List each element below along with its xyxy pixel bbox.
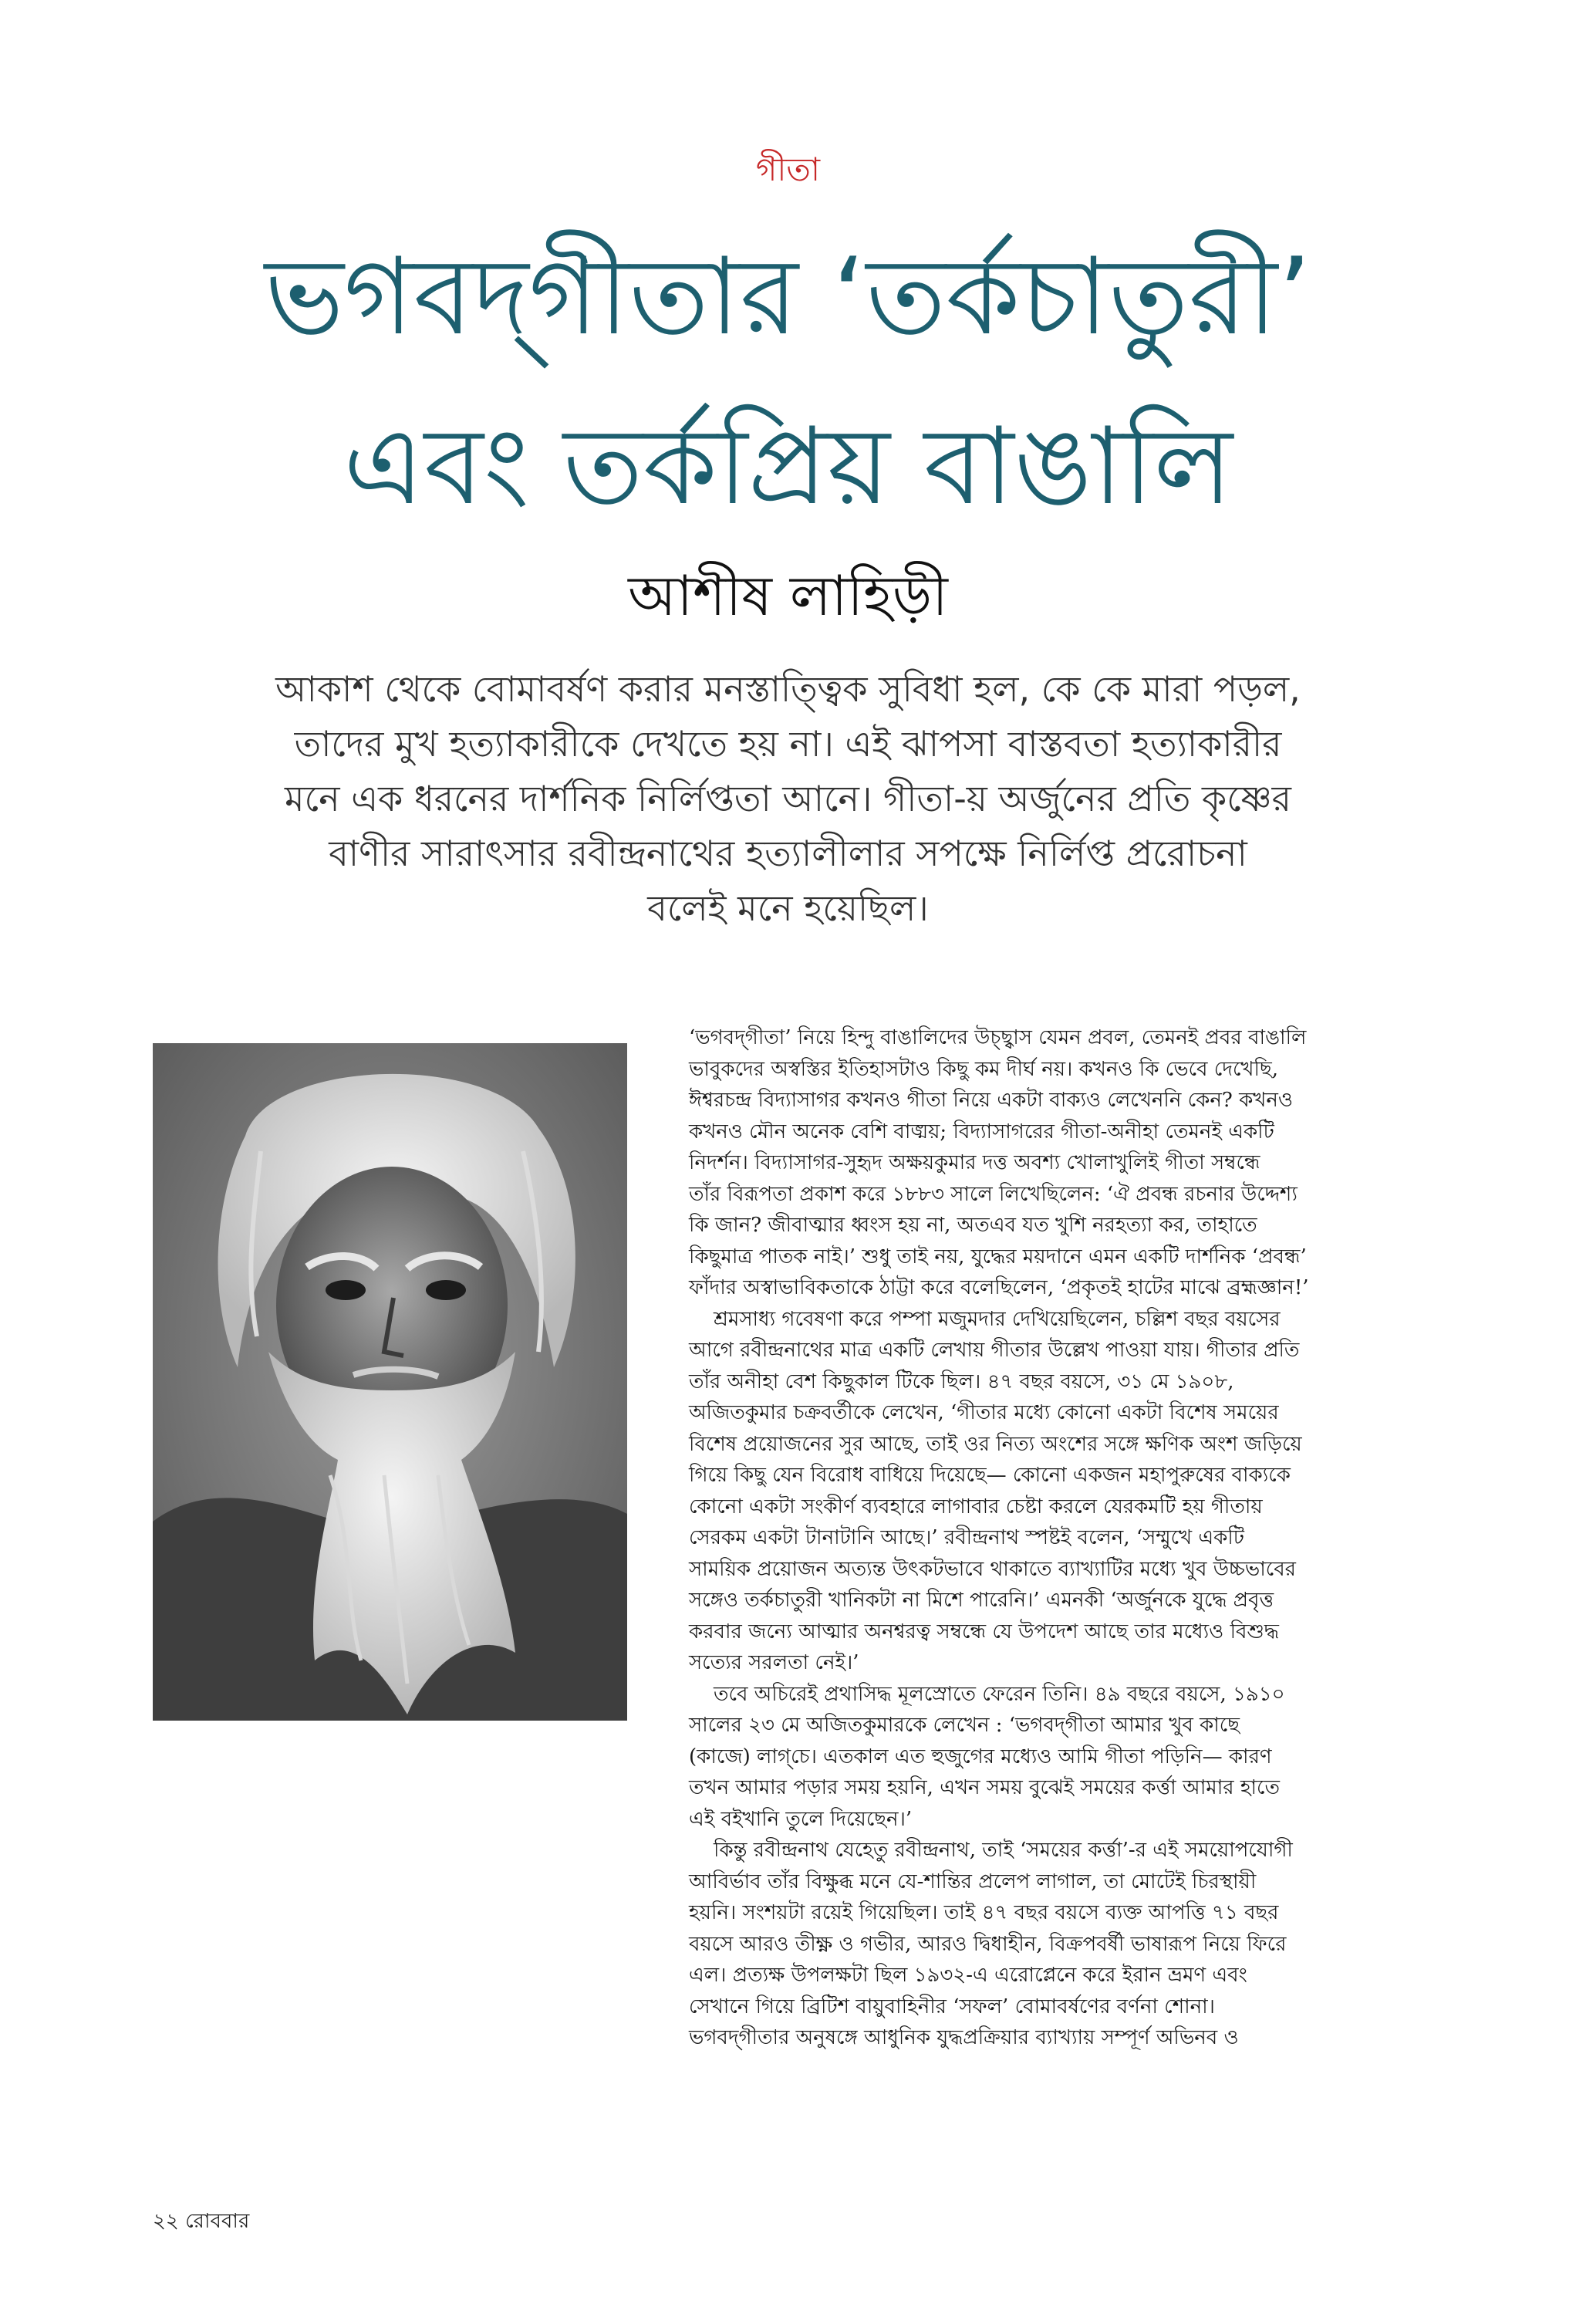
standfirst-line: মনে এক ধরনের দার্শনিক নির্লিপ্ততা আনে। গীতা-য় অর্জুনের প্রতি কৃষ্ণের bbox=[285, 778, 1291, 819]
body-line: সেরকম একটা টানাটানি আছে।’ রবীন্দ্রনাথ স্পষ্টই বলেন, ‘সম্মুখে একটি bbox=[689, 1526, 1244, 1549]
body-line: নিদর্শন। বিদ্যাসাগর-সুহৃদ অক্ষয়কুমার দত্ত অবশ্য খোলাখুলিই গীতা সম্বন্ধে bbox=[689, 1151, 1260, 1174]
body-line: বয়সে আরও তীক্ষ্ণ ও গভীর, আরও দ্বিধাহীন, বিক্রপবর্ষী ভাষারূপ নিয়ে ফিরে bbox=[689, 1932, 1287, 1956]
body-line: ঈশ্বরচন্দ্র বিদ্যাসাগর কখনও গীতা নিয়ে একটা বাক্যও লেখেননি কেন? কখনও bbox=[689, 1089, 1294, 1112]
body-line: এই বইখানি তুলে দিয়েছেন।’ bbox=[689, 1807, 913, 1831]
body-line: গিয়ে কিছু যেন বিরোধ বাধিয়ে দিয়েছে— কোনো একজন মহাপুরুষের বাক্যকে bbox=[689, 1464, 1291, 1487]
body-line: (কাজে) লাগ্‌চে। এতকাল এত হুজুগের মধ্যেও আমি গীতা পড়িনি— কারণ bbox=[689, 1745, 1272, 1768]
standfirst-line: বাণীর সারাৎসার রবীন্দ্রনাথের হত্যালীলার সপক্ষে নির্লিপ্ত প্ররোচনা bbox=[329, 833, 1247, 874]
body-line: আগে রবীন্দ্রনাথের মাত্র একটি লেখায় গীতার উল্লেখ পাওয়া যায়। গীতার প্রতি bbox=[689, 1339, 1300, 1362]
body-line: তাঁর অনীহা বেশ কিছুকাল টিকে ছিল। ৪৭ বছর বয়সে, ৩১ মে ১৯০৮, bbox=[689, 1370, 1234, 1393]
article-body bbox=[689, 1022, 1414, 2054]
portrait-photo bbox=[153, 1043, 627, 1721]
standfirst-line: তাদের মুখ হত্যাকারীকে দেখতে হয় না। এই ঝাপসা বাস্তবতা হত্যাকারীর bbox=[294, 723, 1282, 765]
portrait-illustration bbox=[153, 1043, 627, 1721]
standfirst bbox=[154, 662, 1422, 936]
body-line: শ্রমসাধ্য গবেষণা করে পম্পা মজুমদার দেখিয়েছিলেন, চল্লিশ বছর বয়সের bbox=[714, 1307, 1281, 1331]
body-line: হয়নি। সংশয়টা রয়েই গিয়েছিল। তাই ৪৭ বছর বয়সে ব্যক্ত আপত্তি ৭১ বছর bbox=[689, 1901, 1279, 1924]
body-line: সালের ২৩ মে অজিতকুমারকে লেখেন : ‘ভগবদ্‌গীতা আমার খুব কাছে bbox=[689, 1714, 1240, 1737]
author-byline: আশীষ লাহিড়ী bbox=[628, 563, 948, 628]
body-line: এল। প্রত্যক্ষ উপলক্ষটা ছিল ১৯৩২-এ এরোপ্লেনে করে ইরান ভ্রমণ এবং bbox=[689, 1964, 1247, 1987]
body-line: করবার জন্যে আত্মার অনশ্বরত্ব সম্বন্ধে যে উপদেশ আছে তার মধ্যেও বিশুদ্ধ bbox=[689, 1620, 1279, 1643]
body-line: সাময়িক প্রয়োজন অত্যন্ত উৎকটভাবে থাকাতে ব্যাখ্যাটির মধ্যে খুব উচ্চভাবের bbox=[689, 1557, 1296, 1581]
article-title-line-1: ভগবদ্‌গীতার ‘তর্কচাতুরী’ bbox=[264, 235, 1312, 359]
body-line: সত্যের সরলতা নেই।’ bbox=[689, 1651, 859, 1674]
body-line: ভগবদ্‌গীতার অনুষঙ্গে আধুনিক যুদ্ধপ্রক্রিয়ার ব্যাখ্যায় সম্পূর্ণ অভিনব ও bbox=[689, 2026, 1239, 2049]
body-line: বিশেষ প্রয়োজনের সুর আছে, তাই ওর নিত্য অংশের সঙ্গে ক্ষণিক অংশ জড়িয়ে bbox=[689, 1432, 1302, 1456]
body-line: ফাঁদার অস্বাভাবিকতাকে ঠাট্টা করে বলেছিলেন, ‘প্রকৃতই হাটের মাঝে ব্রহ্মজ্ঞান!’ bbox=[689, 1276, 1309, 1299]
body-line: কি জান? জীবাত্মার ধ্বংস হয় না, অতএব যত খুশি নরহত্যা কর, তাহাতে bbox=[689, 1214, 1257, 1237]
body-line: কোনো একটা সংকীর্ণ ব্যবহারে লাগাবার চেষ্টা করলে যেরকমটি হয় গীতায় bbox=[689, 1495, 1263, 1518]
article-title-line-2: এবং তর্কপ্রিয় বাঙালি bbox=[343, 404, 1233, 529]
body-line: তবে অচিরেই প্রথাসিদ্ধ মূলস্রোতে ফেরেন তিনি। ৪৯ বছরে বয়সে, ১৯১০ bbox=[714, 1682, 1285, 1706]
body-line: কখনও মৌন অনেক বেশি বাঙ্ময়; বিদ্যাসাগরের গীতা-অনীহা তেমনই একটি bbox=[689, 1120, 1274, 1143]
page-folio: ২২ রোববার bbox=[153, 2210, 250, 2233]
body-line: তখন আমার পড়ার সময় হয়নি, এখন সময় বুঝেই সময়ের কর্ত্তা আমার হাতে bbox=[689, 1776, 1280, 1799]
body-line: সঙ্গেও তর্কচাতুরী খানিকটা না মিশে পারেনি।’ এমনকী ‘অর্জুনকে যুদ্ধে প্রবৃত্ত bbox=[689, 1589, 1274, 1612]
body-line: আবির্ভাব তাঁর বিক্ষুব্ধ মনে যে-শান্তির প্রলেপ লাগাল, তা মোটেই চিরস্থায়ী bbox=[689, 1870, 1257, 1893]
standfirst-line: আকাশ থেকে বোমাবর্ষণ করার মনস্তাত্ত্বিক সুবিধা হল, কে কে মারা পড়ল, bbox=[275, 668, 1301, 710]
body-line: তাঁর বিরূপতা প্রকাশ করে ১৮৮৩ সালে লিখেছিলেন: ‘ঐ প্রবন্ধ রচনার উদ্দেশ্য bbox=[689, 1182, 1298, 1206]
section-label: গীতা bbox=[755, 150, 821, 188]
body-line: কিন্তু রবীন্দ্রনাথ যেহেতু রবীন্দ্রনাথ, তাই ‘সময়ের কর্ত্তা’-র এই সময়োপযোগী bbox=[714, 1839, 1293, 1862]
body-line: ভাবুকদের অস্বস্তির ইতিহাসটাও কিছু কম দীর্ঘ নয়। কখনও কি ভেবে দেখেছি, bbox=[689, 1057, 1278, 1081]
body-line: অজিতকুমার চক্রবর্তীকে লেখেন, ‘গীতার মধ্যে কোনো একটা বিশেষ সময়ের bbox=[689, 1401, 1279, 1424]
article-title bbox=[123, 212, 1453, 552]
body-line: ‘ভগবদ্‌গীতা’ নিয়ে হিন্দু বাঙালিদের উচ্ছ্বাস যেমন প্রবল, তেমনই প্রবর বাঙালি bbox=[689, 1026, 1307, 1049]
body-line: সেখানে গিয়ে ব্রিটিশ বায়ুবাহিনীর ‘সফল’ বোমাবর্ষণের বর্ণনা শোনা। bbox=[689, 1995, 1215, 2018]
body-line: কিছুমাত্র পাতক নাই।’ শুধু তাই নয়, যুদ্ধের ময়দানে এমন একটি দার্শনিক ‘প্রবন্ধ’ bbox=[689, 1245, 1307, 1268]
standfirst-line: বলেই মনে হয়েছিল। bbox=[647, 887, 929, 929]
